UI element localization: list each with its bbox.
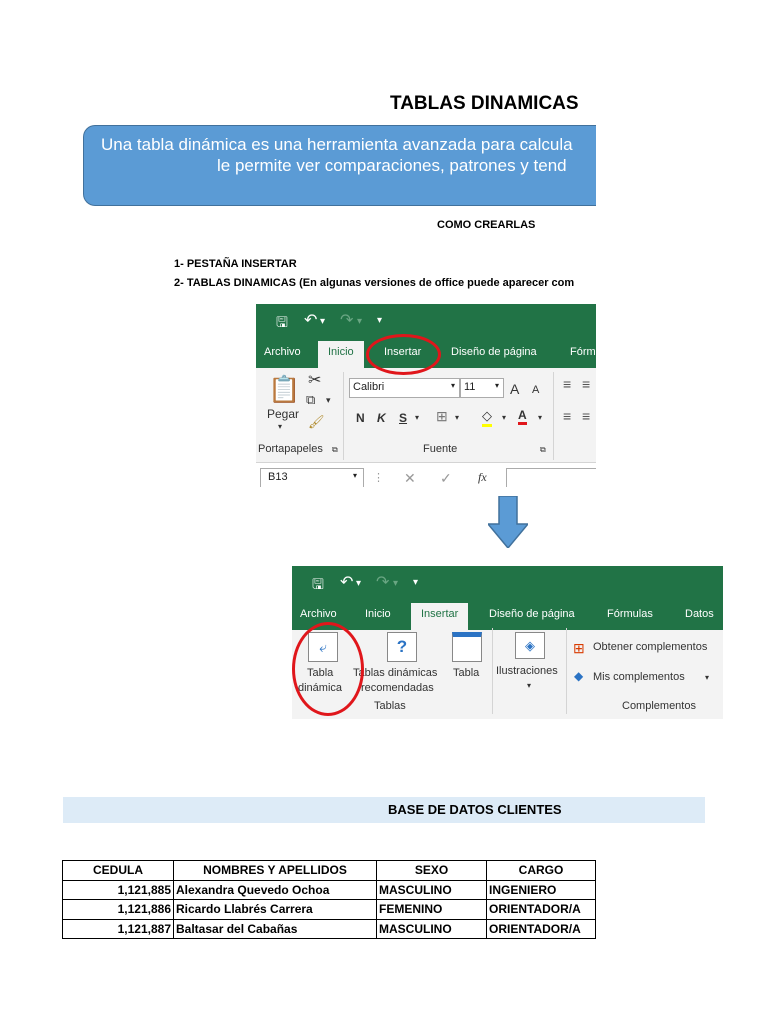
recommended-pivot-label-2[interactable]: recomendadas: [361, 682, 434, 694]
page-title: TABLAS DINAMICAS: [390, 93, 579, 114]
intro-banner: [83, 125, 596, 206]
redo-dropdown-icon[interactable]: ▾: [357, 316, 363, 327]
name-box-dropdown-icon[interactable]: ▾: [352, 471, 357, 480]
step-2: 2- TABLAS DINAMICAS (En algunas versiones de office puede aparecer com: [174, 277, 575, 289]
font-color-icon[interactable]: A: [518, 408, 527, 425]
enter-icon[interactable]: ✓: [440, 470, 452, 486]
save-icon[interactable]: 🖫: [276, 314, 288, 330]
copy-dropdown-icon[interactable]: ▾: [326, 395, 331, 405]
table-header-row: [63, 861, 596, 881]
cell-nombre: Alexandra Quevedo Ochoa: [174, 880, 377, 900]
table-row: [63, 919, 596, 939]
table-label[interactable]: Tabla: [453, 667, 480, 679]
tab-formulas[interactable]: Fórmulas: [607, 608, 653, 620]
my-addins-icon[interactable]: ◆: [574, 669, 584, 683]
database-title: BASE DE DATOS CLIENTES: [388, 802, 562, 817]
format-painter-icon[interactable]: 🖌: [308, 414, 325, 429]
illustrations-label[interactable]: Ilustraciones: [496, 665, 558, 677]
quick-access-bar: [292, 566, 723, 600]
font-size-value: 11: [464, 381, 476, 393]
tab-insertar[interactable]: Insertar: [384, 346, 422, 358]
save-icon[interactable]: 🖫: [312, 576, 324, 592]
how-to-heading: COMO CREARLAS: [437, 219, 536, 231]
group-separator: [343, 372, 344, 460]
undo-icon[interactable]: ↶: [340, 574, 354, 591]
font-name-dropdown-icon[interactable]: ▾: [450, 381, 455, 390]
group-separator: [492, 628, 493, 714]
cell-cargo: ORIENTADOR/A: [487, 919, 596, 939]
customize-toolbar-icon[interactable]: ▾: [413, 577, 419, 588]
tab-inicio[interactable]: Inicio: [365, 608, 391, 620]
quick-access-bar: [256, 304, 596, 338]
tab-diseno-pagina[interactable]: Diseño de página: [451, 346, 537, 358]
clients-table: [62, 860, 596, 939]
tab-formulas[interactable]: Fórm: [570, 346, 596, 358]
header-cedula: CEDULA: [63, 861, 174, 881]
font-name-box[interactable]: [349, 378, 460, 398]
align-middle-icon[interactable]: ≡: [582, 376, 591, 392]
table-icon[interactable]: [452, 632, 482, 662]
copy-icon[interactable]: ⧉: [306, 392, 316, 407]
grow-font-icon[interactable]: A: [510, 381, 520, 397]
tab-insertar[interactable]: Insertar: [411, 603, 468, 630]
font-color-dropdown-icon[interactable]: ▾: [538, 413, 543, 422]
illustrations-icon[interactable]: ◈: [515, 632, 545, 659]
redo-icon[interactable]: ↷: [340, 312, 354, 329]
store-icon[interactable]: ⊞: [573, 640, 585, 656]
table-row: [63, 880, 596, 900]
align-left-icon[interactable]: ≡: [563, 408, 572, 424]
intro-line-2: le permite ver comparaciones, patrones y tend: [217, 156, 567, 175]
tab-archivo[interactable]: Archivo: [300, 608, 337, 620]
ribbon-home-screenshot: [256, 304, 596, 487]
underline-dropdown-icon[interactable]: ▾: [415, 413, 420, 422]
recommended-pivot-label-1[interactable]: Tablas dinámicas: [353, 667, 438, 679]
down-arrow-icon: [488, 496, 528, 548]
cell-cargo: ORIENTADOR/A: [487, 900, 596, 920]
table-row: [63, 900, 596, 920]
group-font-label: Fuente: [423, 443, 458, 455]
group-separator: [553, 372, 554, 460]
customize-toolbar-icon[interactable]: ▾: [377, 315, 383, 326]
highlight-circle-insertar: [366, 334, 441, 375]
insert-function-icon[interactable]: fx: [478, 470, 487, 484]
cell-sexo: MASCULINO: [377, 880, 487, 900]
shrink-font-icon[interactable]: A: [532, 384, 540, 396]
illustrations-dropdown-icon[interactable]: ▾: [527, 681, 532, 690]
borders-icon[interactable]: ⊞: [436, 408, 448, 424]
step-1: 1- PESTAÑA INSERTAR: [174, 258, 297, 270]
my-addins-label[interactable]: Mis complementos: [593, 671, 685, 683]
highlight-circle-pivot: [292, 622, 364, 716]
cut-icon[interactable]: ✂: [308, 372, 322, 389]
clipboard-launcher-icon[interactable]: ⧉: [332, 445, 338, 454]
tab-inicio[interactable]: Inicio: [318, 341, 364, 368]
group-tables-label: Tablas: [374, 700, 406, 712]
cancel-icon[interactable]: ✕: [404, 470, 416, 486]
cell-sexo: FEMENINO: [377, 900, 487, 920]
cell-nombre: Baltasar del Cabañas: [174, 919, 377, 939]
paste-label: Pegar: [267, 407, 300, 421]
borders-dropdown-icon[interactable]: ▾: [455, 413, 460, 422]
intro-line-1: Una tabla dinámica es una herramienta avanzada para calcula: [101, 135, 573, 154]
database-title-band: [63, 797, 705, 823]
underline-button[interactable]: S: [399, 411, 408, 425]
cell-cedula: 1,121,887: [63, 919, 174, 939]
tab-archivo[interactable]: Archivo: [264, 346, 301, 358]
pivot-table-icon[interactable]: ⤶: [308, 632, 338, 662]
undo-icon[interactable]: ↶: [304, 312, 318, 329]
font-name-value: Calibri: [353, 381, 385, 393]
font-size-box[interactable]: [460, 378, 504, 398]
fill-color-dropdown-icon[interactable]: ▾: [502, 413, 507, 422]
formula-bar-grip-icon: ⋮: [373, 472, 384, 484]
cell-cargo: INGENIERO: [487, 880, 596, 900]
cell-cedula: 1,121,885: [63, 880, 174, 900]
tab-datos[interactable]: Datos: [685, 608, 714, 620]
header-cargo: CARGO: [487, 861, 596, 881]
tab-diseno-pagina[interactable]: Diseño de página: [489, 608, 575, 620]
redo-dropdown-icon[interactable]: ▾: [393, 578, 399, 589]
font-size-dropdown-icon[interactable]: ▾: [494, 381, 499, 390]
cell-cedula: 1,121,886: [63, 900, 174, 920]
undo-dropdown-icon[interactable]: ▾: [320, 316, 326, 327]
cell-sexo: MASCULINO: [377, 919, 487, 939]
undo-dropdown-icon[interactable]: ▾: [356, 578, 362, 589]
group-separator: [566, 628, 567, 714]
header-sexo: SEXO: [377, 861, 487, 881]
group-clipboard-label: Portapapeles: [258, 443, 323, 455]
cell-nombre: Ricardo Llabrés Carrera: [174, 900, 377, 920]
name-box-value: B13: [268, 471, 288, 483]
pivot-table-label-1[interactable]: Tabla: [307, 667, 334, 679]
font-launcher-icon[interactable]: ⧉: [540, 445, 546, 454]
ribbon-insert-screenshot: [292, 566, 723, 719]
formula-input[interactable]: [506, 468, 596, 487]
align-center-icon[interactable]: ≡: [582, 408, 591, 424]
paste-dropdown-icon[interactable]: ▾: [278, 422, 283, 431]
my-addins-dropdown-icon[interactable]: ▾: [705, 673, 710, 682]
bold-button[interactable]: N: [356, 411, 365, 425]
paste-icon[interactable]: 📋: [268, 374, 301, 404]
align-top-icon[interactable]: ≡: [563, 376, 572, 392]
ribbon-tabs: [292, 600, 723, 630]
pivot-table-label-2[interactable]: dinámica: [298, 682, 343, 694]
group-addins-label: Complementos: [622, 700, 696, 712]
redo-icon[interactable]: ↷: [376, 574, 390, 591]
name-box[interactable]: [260, 468, 364, 487]
header-nombres: NOMBRES Y APELLIDOS: [174, 861, 377, 881]
get-addins-label[interactable]: Obtener complementos: [593, 641, 708, 653]
fill-color-icon[interactable]: ◇: [482, 408, 492, 427]
recommended-pivot-icon[interactable]: ?: [387, 632, 417, 662]
italic-button[interactable]: K: [377, 411, 386, 425]
